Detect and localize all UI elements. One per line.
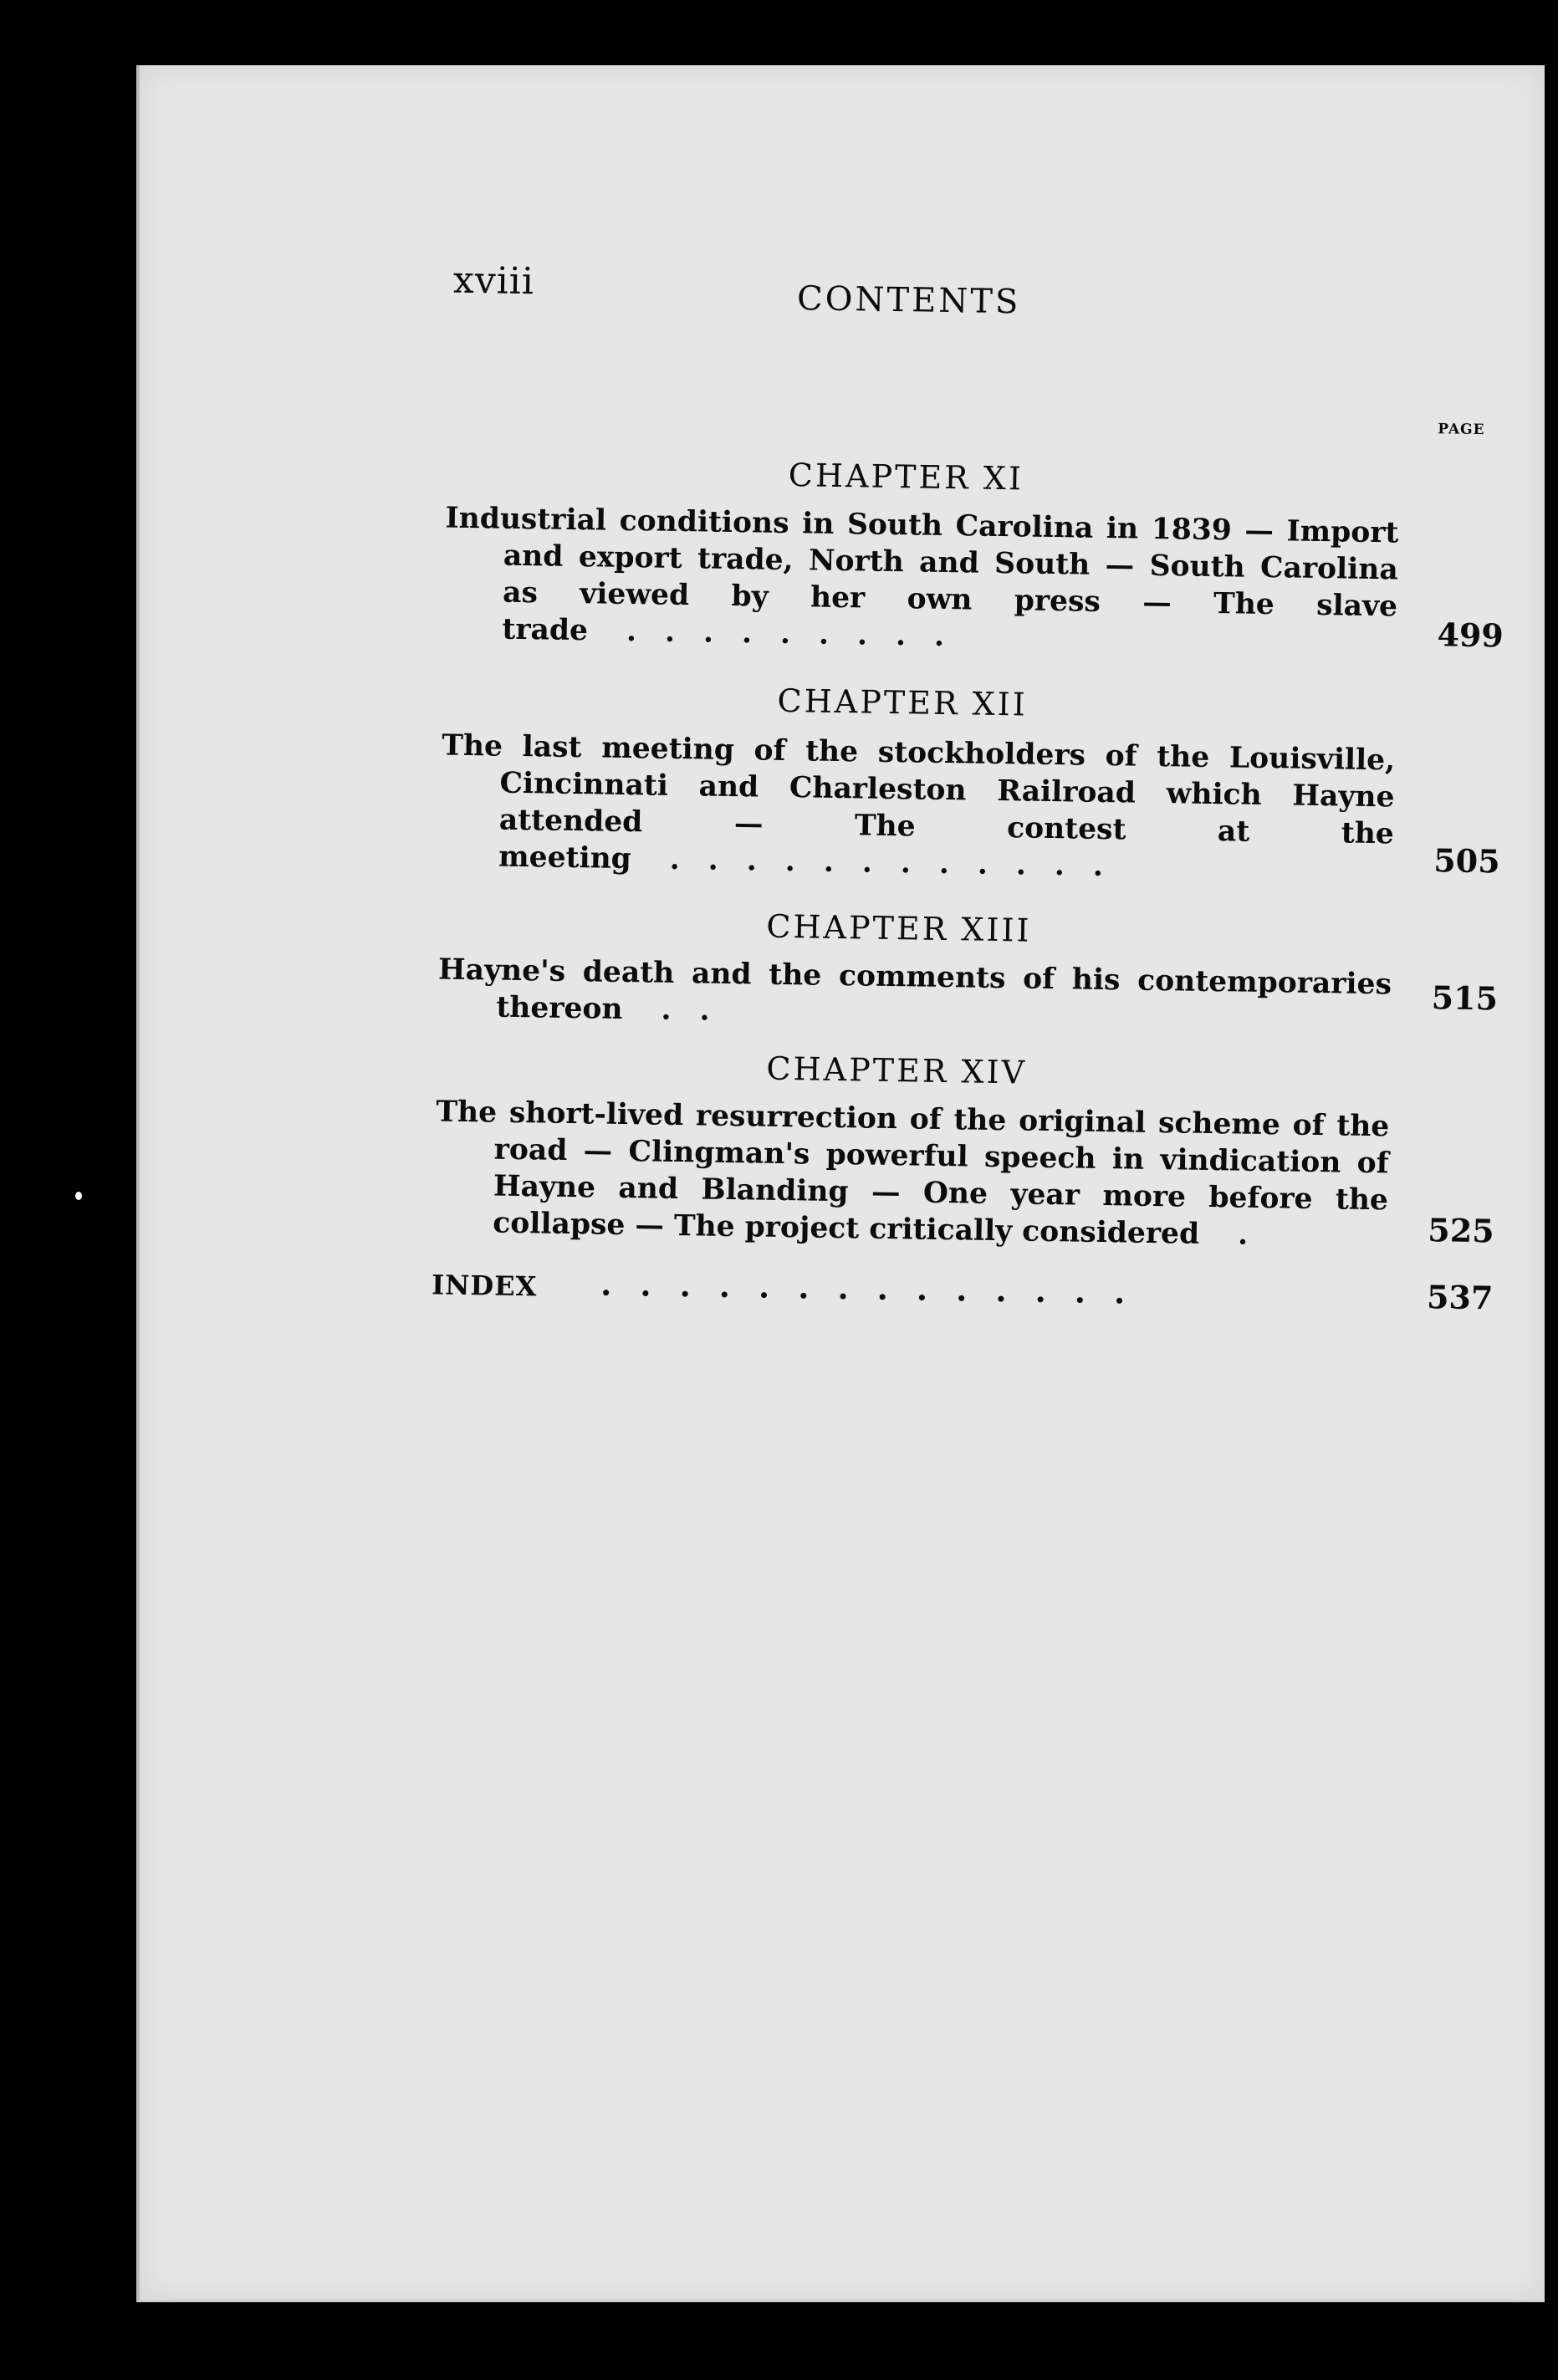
chapter-summary: Industrial conditions in South Carolina in 1839 — Import and export trade, North and South — South Carolina as viewed by her own press — The slave trade bbox=[445, 501, 1399, 648]
leader-dots: .. bbox=[661, 993, 738, 1029]
page-number: 537 bbox=[1426, 1278, 1494, 1317]
page-number: 499 bbox=[1437, 615, 1504, 655]
running-head: CONTENTS bbox=[796, 279, 1021, 322]
chapter-heading: CHAPTER XIII bbox=[766, 907, 1032, 949]
index-label: INDEX bbox=[431, 1269, 538, 1303]
page-number: 525 bbox=[1427, 1211, 1495, 1250]
folio-number: xviii bbox=[452, 258, 535, 304]
chapter-entry bbox=[437, 951, 1392, 1039]
contents-page-body bbox=[116, 54, 1556, 2310]
chapter-entry bbox=[440, 728, 1396, 890]
leader-dots: .............. bbox=[600, 1264, 1154, 1311]
chapter-summary: Hayne's death and the comments of his contemporaries thereon bbox=[437, 953, 1392, 1026]
leader-dots: ......... bbox=[626, 614, 973, 654]
chapter-entry bbox=[443, 500, 1399, 662]
page-number: 515 bbox=[1431, 978, 1499, 1018]
page-column-label: PAGE bbox=[1438, 421, 1485, 439]
chapter-summary: The last meeting of the stockholders of the Louisville, Cincinnati and Charleston Railroad which Hayne attended — The contest at the meeting bbox=[441, 728, 1396, 876]
book-page bbox=[136, 65, 1545, 2302]
chapter-heading: CHAPTER XIV bbox=[766, 1050, 1028, 1091]
chapter-heading: CHAPTER XII bbox=[777, 682, 1029, 723]
scan-speck bbox=[75, 1192, 82, 1200]
chapter-heading: CHAPTER XI bbox=[788, 457, 1024, 498]
leader-dots: ............ bbox=[669, 842, 1132, 884]
chapter-summary: The short-lived resurrection of the original scheme of the road — Clingman's powerful speech in vindication of Hayne and Blanding — One year more before the collapse — The project critically considered bbox=[436, 1095, 1390, 1251]
leader-dots: . bbox=[1237, 1218, 1277, 1253]
chapter-entry bbox=[434, 1093, 1390, 1255]
page-number: 505 bbox=[1433, 841, 1500, 881]
